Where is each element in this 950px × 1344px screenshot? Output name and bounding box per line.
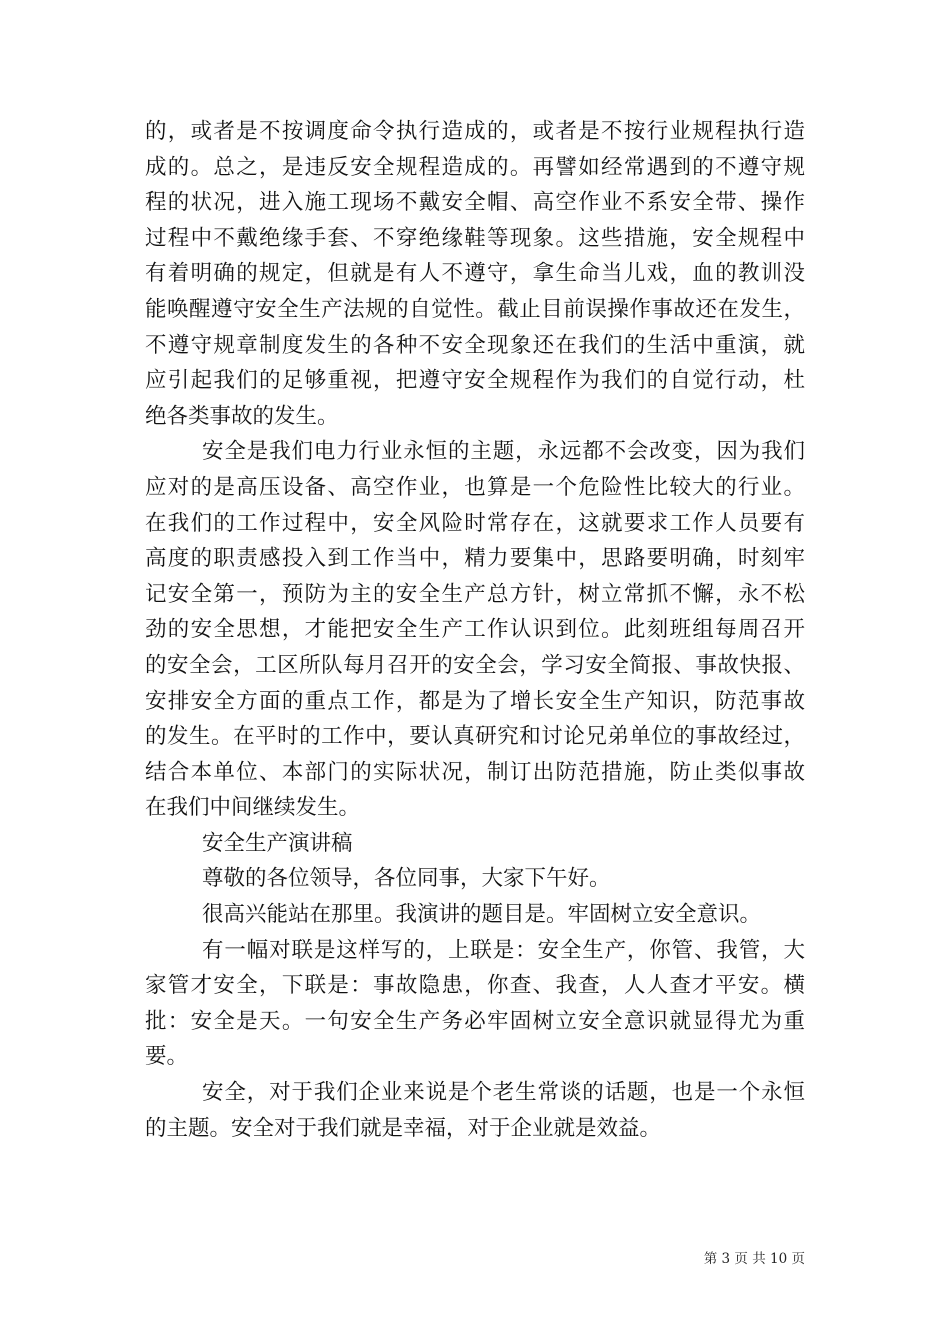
text-line: 安全是我们电力行业永恒的主题，永远都不会改变，因为我们 [202,439,805,465]
text-line: 要。 [145,1044,189,1070]
text-line: 批：安全是天。一句安全生产务必牢固树立安全意识就显得尤为重 [145,1008,805,1034]
text-line: 家管才安全，下联是：事故隐患，你查、我查，人人查才平安。横 [145,973,805,999]
text-line: 有着明确的规定，但就是有人不遵守，拿生命当儿戏，血的教训没 [145,261,805,287]
page-number: 第 3 页 共 10 页 [703,1251,805,1267]
body-text [145,114,805,1146]
text-line: 在我们中间继续发生。 [145,795,361,821]
text-line: 的发生。在平时的工作中，要认真研究和讨论兄弟单位的事故经过， [145,724,805,750]
text-line: 尊敬的各位领导，各位同事，大家下午好。 [202,866,611,892]
text-line: 成的。总之，是违反安全规程造成的。再譬如经常遇到的不遵守规 [145,154,805,180]
text-line: 很高兴能站在那里。我演讲的题目是。牢固树立安全意识。 [202,902,762,928]
text-line: 在我们的工作过程中，安全风险时常存在，这就要求工作人员要有 [145,510,805,536]
text-line: 高度的职责感投入到工作当中，精力要集中，思路要明确，时刻牢 [145,546,805,572]
text-line: 结合本单位、本部门的实际状况，制订出防范措施，防止类似事故 [145,759,805,785]
text-line: 安全生产演讲稿 [202,830,353,856]
text-line: 不遵守规章制度发生的各种不安全现象还在我们的生活中重演，就 [145,332,805,358]
text-line: 应引起我们的足够重视，把遵守安全规程作为我们的自觉行动，杜 [145,368,805,394]
text-line: 程的状况，进入施工现场不戴安全帽、高空作业不系安全带、操作 [145,190,805,216]
text-line: 的，或者是不按调度命令执行造成的，或者是不按行业规程执行造 [145,119,805,144]
text-line: 的主题。安全对于我们就是幸福，对于企业就是效益。 [145,1115,662,1141]
text-line: 的安全会，工区所队每月召开的安全会，学习安全简报、事故快报、 [145,652,805,678]
text-line: 安全，对于我们企业来说是个老生常谈的话题，也是一个永恒 [202,1080,805,1106]
text-line: 有一幅对联是这样写的，上联是：安全生产，你管、我管，大 [202,937,805,963]
text-line: 安排安全方面的重点工作，都是为了增长安全生产知识，防范事故 [145,688,805,714]
text-line: 能唤醒遵守安全生产法规的自觉性。截止目前误操作事故还在发生， [145,296,805,322]
text-line: 绝各类事故的发生。 [145,403,339,429]
text-line: 应对的是高压设备、高空作业，也算是一个危险性比较大的行业。 [145,474,805,500]
text-line: 过程中不戴绝缘手套、不穿绝缘鞋等现象。这些措施，安全规程中 [145,225,805,251]
text-line: 劲的安全思想，才能把安全生产工作认识到位。此刻班组每周召开 [145,617,805,643]
text-line: 记安全第一，预防为主的安全生产总方针，树立常抓不懈，永不松 [145,581,805,607]
